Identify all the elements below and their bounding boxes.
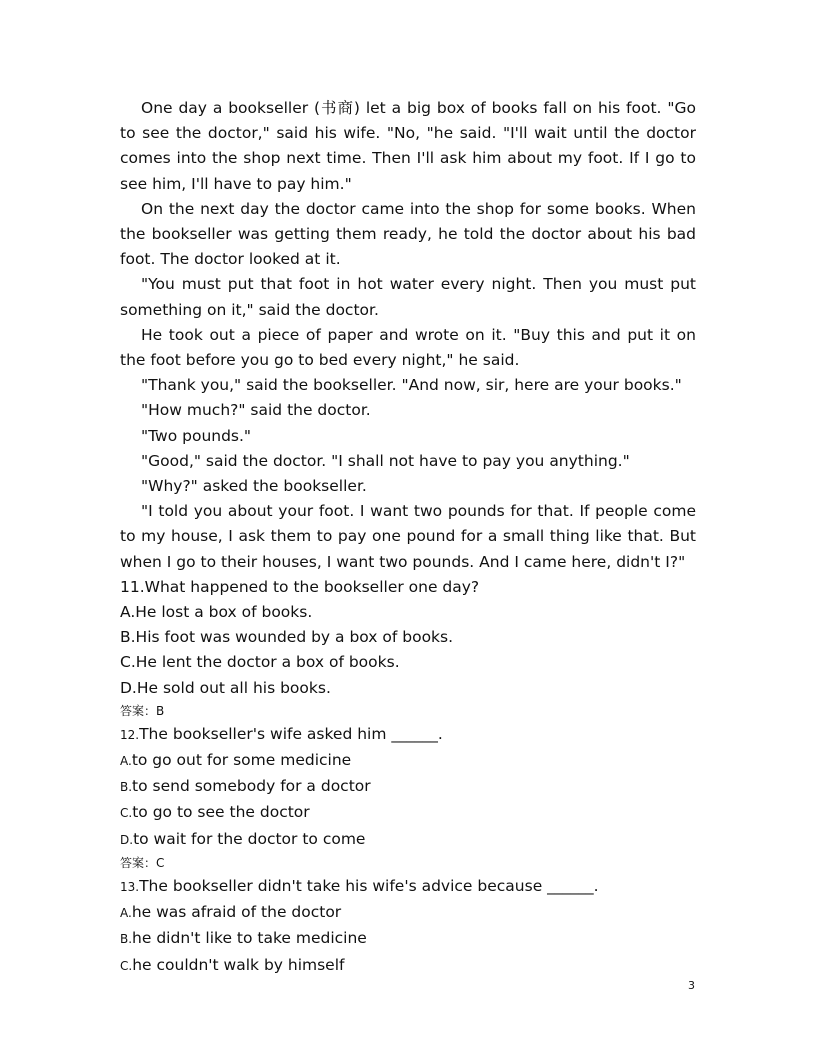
option-d (120, 827, 696, 853)
passage-paragraph: "I told you about your foot. I want two pounds for that. If people come to my house, I ask them to pay one pound for a small thing like that. But when I go to their houses, I want two pounds. And I came here, didn't I?" (120, 502, 696, 571)
question-12 (120, 722, 696, 874)
option-b (120, 926, 696, 952)
passage-paragraph: "How much?" said the doctor. (141, 401, 371, 420)
option-a (120, 748, 696, 774)
passage-paragraph: "Good," said the doctor. "I shall not have to pay you anything." (141, 451, 630, 470)
option-b (120, 774, 696, 800)
passage-paragraph: "Why?" asked the bookseller. (141, 477, 367, 496)
passage-paragraph: One day a bookseller (书商) let a big box of books fall on his foot. "Go to see the doctor," said his wife. "No, "he said. "I'll wait until the doctor comes into the shop next time. Then I'll ask him about my foot. If I go to see him, I'll have to pay him." (120, 99, 696, 193)
question-11 (120, 575, 696, 722)
option-text: to go to see the doctor (132, 803, 310, 822)
option-text: he didn't like to take medicine (132, 929, 367, 948)
option-a: A.He lost a box of books. (120, 603, 313, 622)
passage-paragraph: "Thank you," said the bookseller. "And now, sir, here are your books." (141, 376, 682, 395)
option-b: B.His foot was wounded by a box of books. (120, 628, 454, 647)
option-text: to go out for some medicine (131, 751, 352, 770)
option-letter: A. (120, 906, 132, 921)
option-text: he couldn't walk by himself (132, 955, 345, 974)
option-letter: A. (120, 754, 132, 769)
option-letter: C. (120, 958, 133, 973)
question-stem (120, 874, 696, 900)
document-body (120, 96, 696, 979)
passage-paragraph: He took out a piece of paper and wrote on it. "Buy this and put it on the foot before you go to bed every night," he said. (120, 325, 696, 370)
question-13 (120, 874, 696, 979)
passage-paragraph: "You must put that foot in hot water every night. Then you must put something on it," said the doctor. (120, 275, 696, 319)
option-text: to wait for the doctor to come (133, 829, 366, 848)
question-number: 13. (120, 879, 140, 894)
question-number: 12. (120, 727, 140, 742)
passage-paragraph: "Two pounds." (141, 426, 252, 445)
question-text: The bookseller's wife asked him ______. (139, 724, 443, 743)
answer-key: 答案：B (120, 703, 165, 718)
passage-paragraph: On the next day the doctor came into the shop for some books. When the bookseller was getting them ready, he told the doctor about his bad foot. The doctor looked at it. (120, 199, 696, 269)
option-letter: B. (120, 932, 133, 947)
option-letter: B. (120, 780, 133, 795)
option-d: D.He sold out all his books. (120, 678, 331, 697)
option-text: he was afraid of the doctor (131, 903, 342, 922)
page-number: 3 (688, 979, 695, 992)
option-text: to send somebody for a doctor (132, 777, 371, 796)
answer-key: 答案：C (120, 855, 165, 870)
option-c (120, 953, 696, 979)
option-c: C.He lent the doctor a box of books. (120, 653, 400, 672)
question-text: The bookseller didn't take his wife's advice because ______. (139, 876, 599, 895)
option-letter: D. (120, 832, 134, 847)
option-letter: C. (120, 806, 133, 821)
question-stem (120, 722, 696, 748)
question-stem: 11.What happened to the bookseller one day? (120, 577, 480, 596)
option-a (120, 900, 696, 926)
option-c (120, 800, 696, 826)
